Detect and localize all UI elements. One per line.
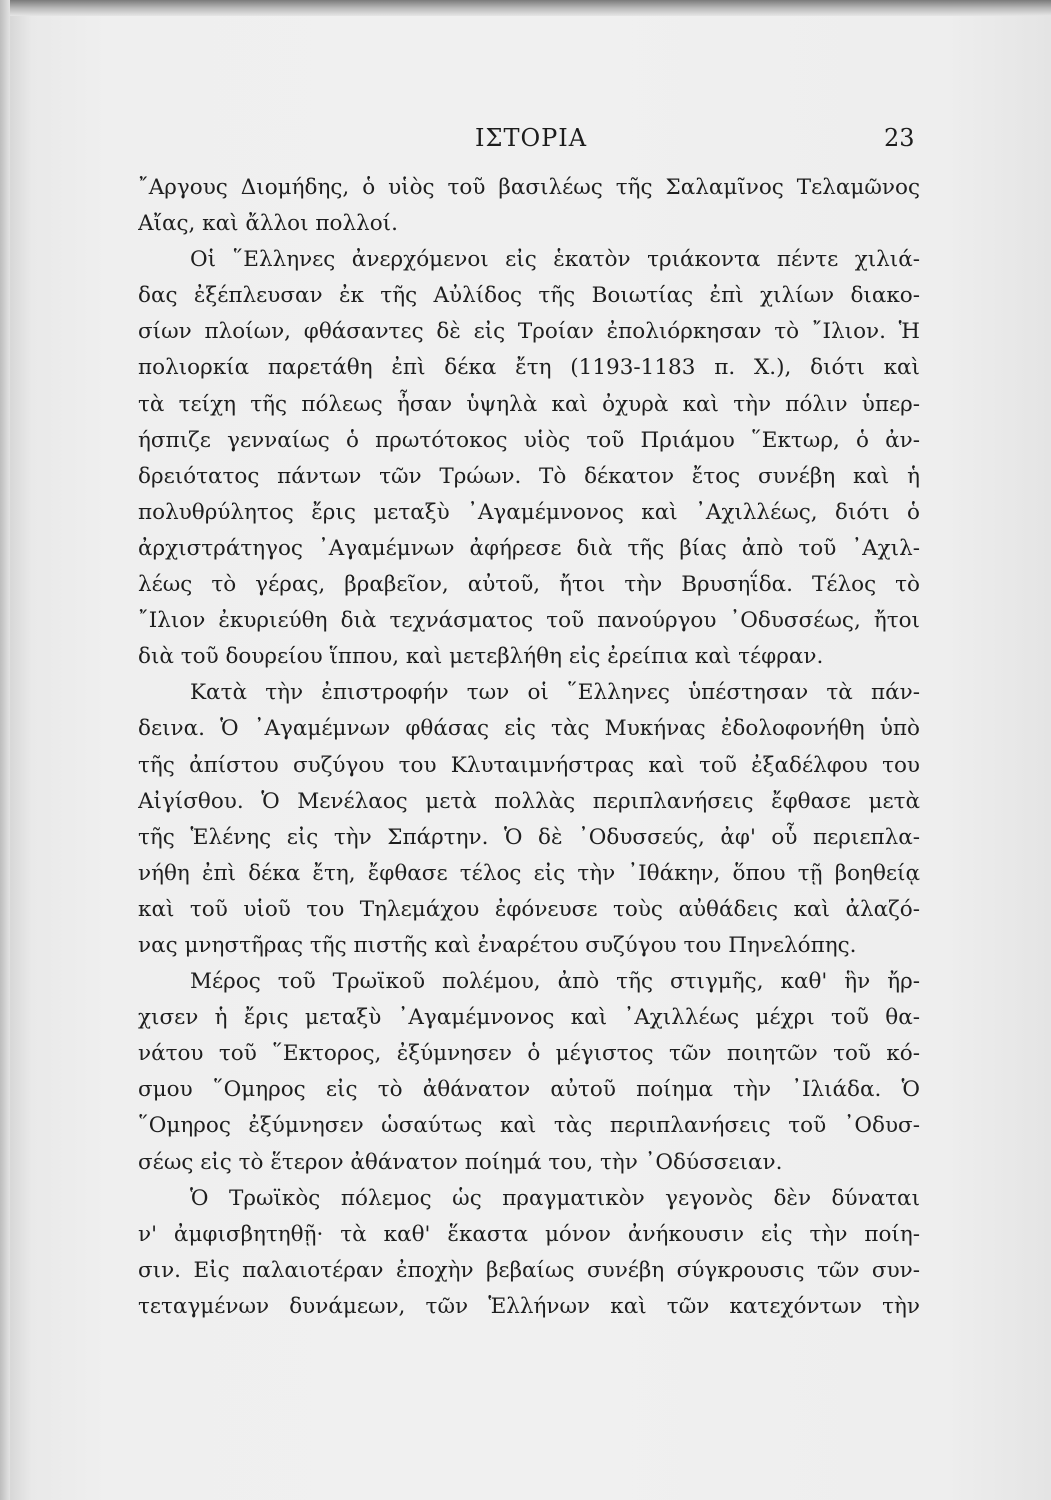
text-line: σμου ῞Ομηρος εἰς τὸ ἀθάνατον αὐτοῦ ποίημα τὴν ᾿Ιλιάδα. Ὁ [138, 1077, 920, 1103]
text-line: τῆς ἀπίστου συζύγου του Κλυταιμνήστρας καὶ τοῦ ἐξαδέλφου του [138, 752, 920, 778]
text-line: σιν. Εἰς παλαιοτέραν ἐποχὴν βεβαίως συνέβη σύγκρουσις τῶν συν- [138, 1257, 920, 1283]
text-line: Αἴας, καὶ ἄλλοι πολλοί. [138, 211, 398, 237]
text-line: διὰ τοῦ δουρείου ἵππου, καὶ μετεβλήθη εἰς ἐρείπια καὶ τέφραν. [138, 644, 824, 670]
text-line: ήσπιζε γενναίως ὁ πρωτότοκος υἱὸς τοῦ Πριάμου ῞Εκτωρ, ὁ ἀν- [138, 427, 920, 453]
body-text [138, 170, 920, 1325]
scan-left-edge [0, 0, 10, 1500]
running-title: ΙΣΤΟΡΙΑ [475, 124, 588, 152]
text-line: τὰ τείχη τῆς πόλεως ἦσαν ὑψηλὰ καὶ ὀχυρὰ καὶ τὴν πόλιν ὑπερ- [138, 391, 920, 417]
text-line: Οἱ ῞Ελληνες ἀνερχόμενοι εἰς ἑκατὸν τριάκοντα πέντε χιλιά- [190, 247, 920, 273]
text-line: Αἰγίσθου. Ὁ Μενέλαος μετὰ πολλὰς περιπλανήσεις ἔφθασε μετὰ [138, 788, 920, 814]
text-line: ῎Ιλιον ἐκυριεύθη διὰ τεχνάσματος τοῦ πανούργου ᾿Οδυσσέως, ἤτοι [138, 608, 920, 634]
text-line: ῞Ομηρος ἐξύμνησεν ὡσαύτως καὶ τὰς περιπλανήσεις τοῦ ᾿Οδυσ- [138, 1113, 920, 1139]
text-line: δρειότατος πάντων τῶν Τρώων. Τὸ δέκατον ἔτος συνέβη καὶ ἡ [138, 463, 920, 489]
text-line: ἀρχιστράτηγος ᾿Αγαμέμνων ἀφήρεσε διὰ τῆς βίας ἀπὸ τοῦ ᾿Αχιλ- [138, 535, 920, 561]
text-line: νας μνηστῆρας τῆς πιστῆς καὶ ἐναρέτου συζύγου του Πηνελόπης. [138, 932, 857, 958]
text-line: σίων πλοίων, φθάσαντες δὲ εἰς Τροίαν ἐπολιόρκησαν τὸ ῎Ιλιον. Ἡ [138, 319, 920, 345]
text-line: σέως εἰς τὸ ἕτερον ἀθάνατον ποίημά του, τὴν ᾿Οδύσσειαν. [138, 1149, 783, 1175]
text-line: πολυθρύλητος ἔρις μεταξὺ ᾿Αγαμέμνονος καὶ ᾿Αχιλλέως, διότι ὁ [138, 499, 920, 525]
text-line: τεταγμένων δυνάμεων, τῶν Ἑλλήνων καὶ τῶν κατεχόντων τὴν [138, 1293, 920, 1319]
text-line: καὶ τοῦ υἱοῦ του Τηλεμάχου ἐφόνευσε τοὺς αὐθάδεις καὶ ἀλαζό- [138, 896, 920, 922]
text-line: νήθη ἐπὶ δέκα ἔτη, ἔφθασε τέλος εἰς τὴν ᾿Ιθάκην, ὅπου τῇ βοηθείᾳ [138, 860, 920, 886]
text-line: τῆς Ἑλένης εἰς τὴν Σπάρτην. Ὁ δὲ ᾿Οδυσσεύς, ἀφ' οὗ περιεπλα- [138, 824, 920, 850]
text-line: ῎Αργους Διομήδης, ὁ υἱὸς τοῦ βασιλέως τῆς Σαλαμῖνος Τελαμῶνος [138, 175, 920, 200]
scan-top-edge [0, 0, 1051, 16]
text-line: Μέρος τοῦ Τρωϊκοῦ πολέμου, ἀπὸ τῆς στιγμῆς, καθ' ἣν ἤρ- [190, 969, 920, 995]
text-line: δεινα. Ὁ ᾿Αγαμέμνων φθάσας εἰς τὰς Μυκήνας ἐδολοφονήθη ὑπὸ [138, 716, 920, 742]
text-line: Κατὰ τὴν ἐπιστροφήν των οἱ ῞Ελληνες ὑπέστησαν τὰ πάν- [190, 680, 920, 706]
running-header [0, 124, 1051, 164]
text-line: δας ἐξέπλευσαν ἐκ τῆς Αὐλίδος τῆς Βοιωτίας ἐπὶ χιλίων διακο- [138, 283, 920, 309]
text-line: πολιορκία παρετάθη ἐπὶ δέκα ἔτη (1193-1183 π. Χ.), διότι καὶ [138, 355, 920, 381]
text-line: Ὁ Τρωϊκὸς πόλεμος ὡς πραγματικὸν γεγονὸς δὲν δύναται [190, 1185, 920, 1211]
text-line: νάτου τοῦ ῞Εκτορος, ἐξύμνησεν ὁ μέγιστος τῶν ποιητῶν τοῦ κό- [138, 1041, 920, 1067]
text-line: χισεν ἡ ἔρις μεταξὺ ᾿Αγαμέμνονος καὶ ᾿Αχιλλέως μέχρι τοῦ θα- [138, 1005, 920, 1031]
text-line: λέως τὸ γέρας, βραβεῖον, αὐτοῦ, ἤτοι τὴν Βρυσηΐδα. Τέλος τὸ [138, 572, 920, 598]
text-line: ν' ἀμφισβητηθῇ· τὰ καθ' ἕκαστα μόνον ἀνήκουσιν εἰς τὴν ποίη- [138, 1221, 920, 1247]
page-number: 23 [884, 124, 915, 152]
